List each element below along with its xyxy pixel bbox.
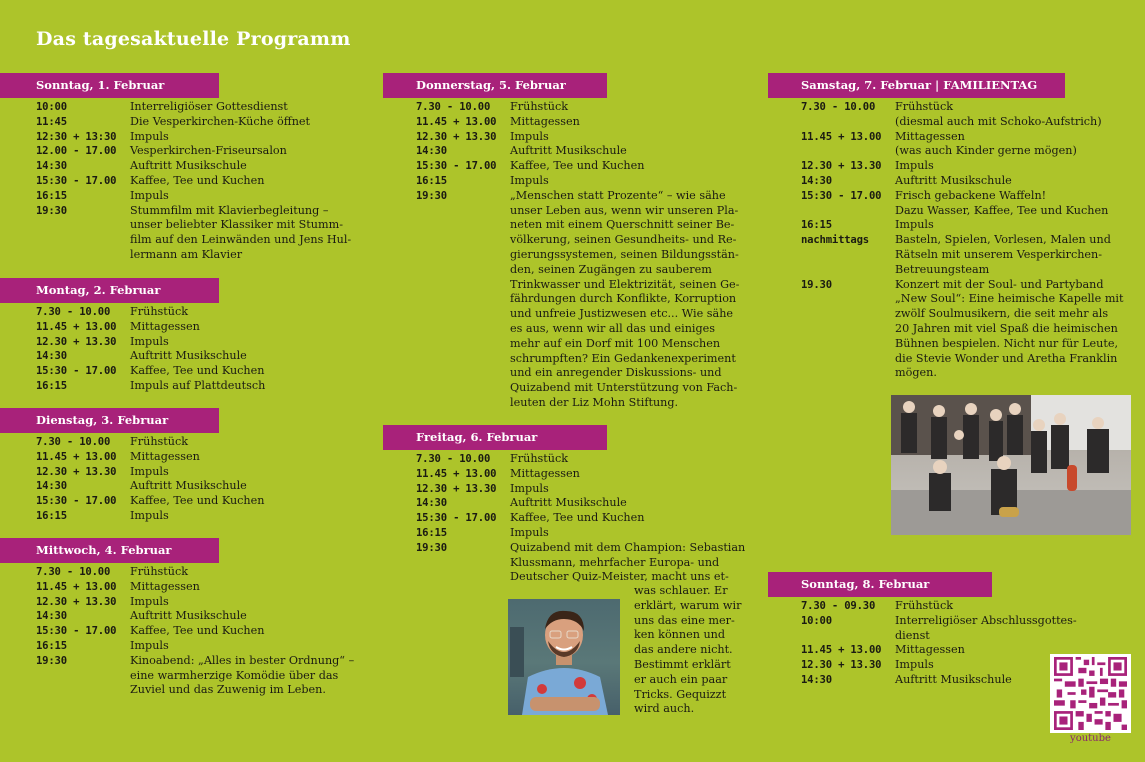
desc: Mittagessen bbox=[130, 579, 200, 593]
time: nachmittags bbox=[801, 234, 869, 247]
time: 12.30 + 13.30 bbox=[416, 482, 497, 495]
time: 11.45 + 13.00 bbox=[36, 320, 117, 333]
schedule-row bbox=[801, 233, 1145, 277]
desc: Auftritt Musikschule bbox=[130, 159, 247, 173]
desc: Impuls bbox=[895, 658, 934, 672]
schedule-row bbox=[416, 541, 763, 585]
schedule-row bbox=[416, 467, 763, 482]
desc: Mittagessen bbox=[130, 449, 200, 463]
day-header: Freitag, 6. Februar bbox=[383, 425, 607, 450]
desc: Konzert mit der Soul- und Partyband „New Soul“: Eine heimische Kapelle mit zwölf Soulmusikern, die seit mehr als 20 Jahren mit viel Spaß die heimischen Bühnen bespielen. Nicht nur für Leute, die Stevie Wonder und Aretha Franklin mögen. bbox=[895, 277, 1124, 380]
desc: Auftritt Musikschule bbox=[130, 349, 247, 363]
desc: Impuls bbox=[895, 159, 934, 173]
photo-new-soul-band bbox=[891, 395, 1131, 535]
time: 14:30 bbox=[36, 610, 67, 623]
desc: Interreligiöser Abschlussgottes- dienst bbox=[895, 613, 1077, 642]
day-donnerstag-5 bbox=[383, 73, 763, 411]
desc: Impuls bbox=[130, 594, 169, 608]
desc: Frühstück bbox=[510, 100, 569, 113]
schedule-row bbox=[36, 144, 380, 159]
schedule-row bbox=[36, 349, 380, 364]
time: 11:45 bbox=[36, 115, 67, 128]
time: 19:30 bbox=[416, 541, 447, 554]
desc: Frühstück bbox=[130, 435, 189, 448]
desc: Impuls bbox=[510, 173, 549, 187]
time: 19:30 bbox=[416, 189, 447, 202]
desc: Impuls bbox=[130, 638, 169, 652]
schedule-list bbox=[383, 98, 763, 411]
time: 12.30 + 13.30 bbox=[801, 160, 882, 173]
desc: Auftritt Musikschule bbox=[895, 672, 1012, 686]
desc: Auftritt Musikschule bbox=[130, 479, 247, 493]
desc: Mittagessen bbox=[510, 114, 580, 128]
time: 11.45 + 13.00 bbox=[36, 580, 117, 593]
schedule-row bbox=[36, 100, 380, 115]
time: 7.30 - 10.00 bbox=[416, 101, 491, 113]
schedule-row bbox=[416, 115, 763, 130]
schedule-row bbox=[36, 654, 380, 698]
schedule-row bbox=[801, 159, 1145, 174]
day-header: Montag, 2. Februar bbox=[0, 278, 219, 303]
schedule-row bbox=[36, 305, 380, 320]
time: 11.45 + 13.00 bbox=[416, 467, 497, 480]
desc: Impuls bbox=[130, 464, 169, 478]
schedule-row bbox=[36, 335, 380, 350]
desc: Kaffee, Tee und Kuchen bbox=[130, 173, 265, 187]
schedule-row bbox=[36, 609, 380, 624]
desc: Kaffee, Tee und Kuchen bbox=[130, 494, 265, 508]
schedule-list bbox=[0, 433, 380, 524]
day-dienstag-3 bbox=[0, 408, 380, 524]
time: 10:00 bbox=[801, 614, 832, 627]
time: 7.30 - 10.00 bbox=[36, 306, 111, 318]
desc: Auftritt Musikschule bbox=[510, 496, 627, 510]
time: 10:00 bbox=[36, 101, 67, 113]
schedule-row bbox=[36, 379, 380, 394]
schedule-row bbox=[36, 204, 380, 263]
schedule-row bbox=[416, 452, 763, 467]
band-group-icon bbox=[891, 395, 1131, 535]
schedule-row bbox=[801, 218, 1145, 233]
schedule-row bbox=[801, 100, 1145, 130]
desc: Auftritt Musikschule bbox=[895, 173, 1012, 187]
day-header: Samstag, 7. Februar | FAMILIENTAG bbox=[768, 73, 1065, 98]
schedule-row bbox=[416, 144, 763, 159]
time: 19:30 bbox=[36, 204, 67, 217]
day-header: Mittwoch, 4. Februar bbox=[0, 538, 219, 563]
day-freitag-6 bbox=[383, 425, 763, 585]
desc: Kaffee, Tee und Kuchen bbox=[130, 624, 265, 638]
time: 7.30 - 10.00 bbox=[416, 453, 491, 465]
qr-code-icon bbox=[1050, 654, 1131, 733]
schedule-list bbox=[0, 563, 380, 698]
desc: Impuls bbox=[130, 129, 169, 143]
person-portrait-icon bbox=[508, 599, 620, 715]
time: 16:15 bbox=[36, 639, 67, 652]
schedule-row bbox=[36, 130, 380, 145]
desc: Auftritt Musikschule bbox=[130, 609, 247, 623]
time: 16:15 bbox=[36, 379, 67, 392]
desc: Impuls bbox=[895, 218, 934, 232]
day-header: Dienstag, 3. Februar bbox=[0, 408, 219, 433]
schedule-row bbox=[36, 320, 380, 335]
photo-sebastian-klussmann bbox=[508, 599, 620, 715]
day-samstag-7 bbox=[768, 73, 1145, 381]
time: 16:15 bbox=[416, 526, 447, 539]
desc: Stummfilm mit Klavierbegleitung – unser beliebter Klassiker mit Stumm- film auf den Leinwänden und Jens Hul- lermann am Klavier bbox=[130, 203, 352, 261]
time: 14:30 bbox=[36, 160, 67, 173]
desc: Frühstück bbox=[895, 599, 954, 612]
qr-code-youtube[interactable] bbox=[1050, 654, 1131, 733]
time: 11.45 + 13.00 bbox=[416, 115, 497, 128]
time: 15:30 - 17.00 bbox=[36, 174, 117, 187]
time: 16:15 bbox=[36, 189, 67, 202]
schedule-row bbox=[801, 599, 1145, 614]
schedule-row bbox=[416, 174, 763, 189]
time: 16:15 bbox=[36, 509, 67, 522]
schedule-list bbox=[0, 98, 380, 263]
schedule-row bbox=[36, 595, 380, 610]
desc: Impuls bbox=[130, 334, 169, 348]
schedule-row bbox=[801, 278, 1145, 382]
time: 15:30 - 17.00 bbox=[36, 625, 117, 638]
time: 14:30 bbox=[416, 497, 447, 510]
day-montag-2 bbox=[0, 278, 380, 394]
time: 15:30 - 17.00 bbox=[36, 495, 117, 508]
schedule-row bbox=[36, 435, 380, 450]
desc: Interreligiöser Gottesdienst bbox=[130, 100, 288, 113]
schedule-row bbox=[36, 450, 380, 465]
desc: Mittagessen (was auch Kinder gerne mögen) bbox=[895, 129, 1077, 158]
desc: Kaffee, Tee und Kuchen bbox=[510, 511, 645, 525]
time: 7.30 - 10.00 bbox=[801, 101, 876, 113]
desc: „Menschen statt Prozente“ – wie sähe unser Leben aus, wenn wir unseren Pla- neten mit einem Querschnitt seiner Be- völkerung, seinen Gesundheits- und Re- gierungssystemen, seinen Bildungsstän- den, seinen Zugängen zu sauberem Trinkwasser und Elektrizität, seinen Ge- fährdungen durch Konflikte, Korruption und unfreie Justizwesen etc... Wie sähe es aus, wenn wir all das und einiges mehr auf ein Dorf mit 100 Menschen schrumpften? Ein Gedankenexperiment und ein anregender Diskussions- und Quizabend mit Unterstützung von Fach- leuten der Liz Mohn Stiftung. bbox=[510, 188, 740, 409]
day-header: Sonntag, 1. Februar bbox=[0, 73, 219, 98]
day-header: Sonntag, 8. Februar bbox=[768, 572, 992, 597]
freitag-continuation-text: was schlauer. Er erklärt, warum wir uns das eine mer- ken können und das andere nicht. Bestimmt erklärt er auch ein paar Tricks. Gequizzt wird auch. bbox=[634, 584, 742, 716]
schedule-row bbox=[36, 580, 380, 595]
schedule-row bbox=[416, 189, 763, 411]
schedule-list bbox=[768, 98, 1145, 381]
time: 7.30 - 10.00 bbox=[36, 566, 111, 578]
desc: Impuls bbox=[510, 129, 549, 143]
desc: Mittagessen bbox=[510, 466, 580, 480]
time: 12.30 + 13.30 bbox=[36, 465, 117, 478]
time: 14:30 bbox=[801, 673, 832, 686]
time: 19:30 bbox=[36, 654, 67, 667]
desc: Impuls bbox=[130, 188, 169, 202]
desc: Mittagessen bbox=[895, 643, 965, 657]
desc: Die Vesperkirchen-Küche öffnet bbox=[130, 114, 311, 128]
schedule-row bbox=[801, 130, 1145, 160]
time: 11.45 + 13.00 bbox=[801, 130, 882, 143]
schedule-row bbox=[36, 115, 380, 130]
desc: Impuls bbox=[510, 525, 549, 539]
time: 7.30 - 10.00 bbox=[36, 436, 111, 448]
desc: Impuls auf Plattdeutsch bbox=[130, 378, 266, 392]
schedule-row bbox=[36, 465, 380, 480]
day-header: Donnerstag, 5. Februar bbox=[383, 73, 607, 98]
desc: Frisch gebackene Waffeln! Dazu Wasser, Kaffee, Tee und Kuchen bbox=[895, 188, 1109, 217]
time: 11.45 + 13.00 bbox=[801, 644, 882, 657]
time: 14:30 bbox=[801, 174, 832, 187]
schedule-row bbox=[36, 639, 380, 654]
schedule-row bbox=[801, 189, 1145, 219]
schedule-row bbox=[36, 174, 380, 189]
time: 12:30 + 13:30 bbox=[36, 130, 117, 143]
schedule-row bbox=[801, 614, 1145, 644]
schedule-row bbox=[801, 174, 1145, 189]
schedule-row bbox=[416, 130, 763, 145]
schedule-row bbox=[416, 100, 763, 115]
time: 16:15 bbox=[416, 174, 447, 187]
page-title: Das tagesaktuelle Programm bbox=[36, 28, 351, 50]
desc: Impuls bbox=[510, 481, 549, 495]
desc: Frühstück bbox=[510, 452, 569, 465]
desc: Mittagessen bbox=[130, 319, 200, 333]
time: 14:30 bbox=[36, 350, 67, 363]
desc: Frühstück bbox=[130, 565, 189, 578]
qr-label: youtube bbox=[1070, 733, 1111, 744]
schedule-row bbox=[36, 364, 380, 379]
schedule-row bbox=[36, 565, 380, 580]
time: 14:30 bbox=[36, 480, 67, 493]
schedule-list bbox=[0, 303, 380, 394]
time: 12.30 + 13.30 bbox=[416, 130, 497, 143]
time: 19.30 bbox=[801, 278, 832, 291]
desc: Auftritt Musikschule bbox=[510, 144, 627, 158]
time: 12.30 + 13.30 bbox=[36, 595, 117, 608]
desc: Quizabend mit dem Champion: Sebastian Klussmann, mehrfacher Europa- und Deutscher Quiz-Meister, macht uns et- bbox=[510, 540, 746, 584]
schedule-row bbox=[36, 159, 380, 174]
desc: Impuls bbox=[130, 508, 169, 522]
schedule-row bbox=[416, 159, 763, 174]
time: 15:30 - 17.00 bbox=[36, 365, 117, 378]
schedule-row bbox=[36, 494, 380, 509]
schedule-row bbox=[36, 479, 380, 494]
time: 7.30 - 09.30 bbox=[801, 600, 876, 612]
desc: Kaffee, Tee und Kuchen bbox=[130, 364, 265, 378]
schedule-row bbox=[36, 624, 380, 639]
day-mittwoch-4 bbox=[0, 538, 380, 698]
time: 16:15 bbox=[801, 219, 832, 232]
schedule-list bbox=[383, 450, 763, 585]
time: 14:30 bbox=[416, 145, 447, 158]
time: 12.00 - 17.00 bbox=[36, 145, 117, 158]
desc: Frühstück (diesmal auch mit Schoko-Aufstrich) bbox=[895, 100, 1102, 128]
time: 11.45 + 13.00 bbox=[36, 450, 117, 463]
desc: Frühstück bbox=[130, 305, 189, 318]
time: 15:30 - 17.00 bbox=[801, 189, 882, 202]
desc: Vesperkirchen-Friseursalon bbox=[130, 144, 287, 158]
time: 15:30 - 17.00 bbox=[416, 512, 497, 525]
day-sonntag-1 bbox=[0, 73, 380, 263]
schedule-row bbox=[36, 189, 380, 204]
desc: Kaffee, Tee und Kuchen bbox=[510, 159, 645, 173]
schedule-row bbox=[416, 496, 763, 511]
schedule-row bbox=[416, 511, 763, 526]
schedule-row bbox=[416, 526, 763, 541]
time: 15:30 - 17.00 bbox=[416, 160, 497, 173]
schedule-row bbox=[36, 509, 380, 524]
schedule-row bbox=[416, 482, 763, 497]
desc: Kinoabend: „Alles in bester Ordnung“ – eine warmherzige Komödie über das Zuviel und das Zuwenig im Leben. bbox=[130, 653, 355, 697]
desc: Basteln, Spielen, Vorlesen, Malen und Rätseln mit unserem Vesperkirchen- Betreuungsteam bbox=[895, 233, 1111, 276]
time: 12.30 + 13.30 bbox=[36, 335, 117, 348]
time: 12.30 + 13.30 bbox=[801, 659, 882, 672]
